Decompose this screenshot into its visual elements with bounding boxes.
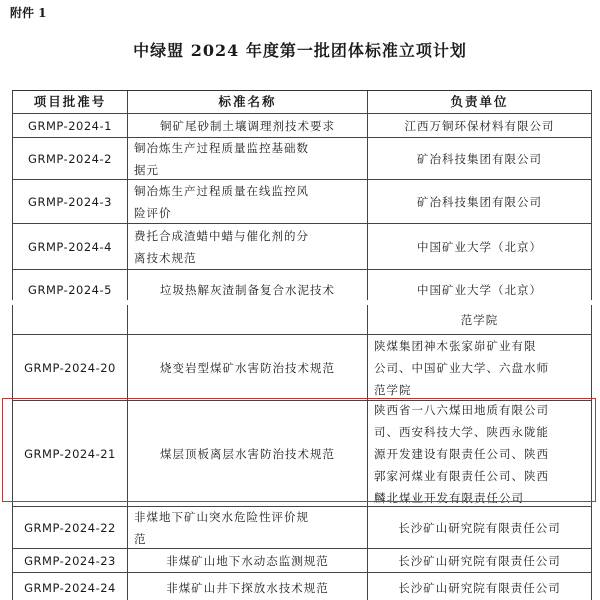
project-id-cell: GRMP-2024-21 [12,401,127,506]
responsible-unit-line: 陕煤集团神木张家峁矿业有限 [374,338,537,353]
header-responsible-unit: 负责单位 [367,91,592,113]
standards-table-bottom [12,305,592,600]
standard-name-line: 非煤地下矿山突水危险性评价规 [134,509,309,524]
standard-name-cell [127,401,367,506]
table-row [12,270,592,300]
responsible-unit-line: 郭家河煤业有限责任公司、陕西 [374,468,549,483]
standard-name-cell [127,507,367,548]
table-row [12,573,592,600]
table-row [12,401,592,507]
standard-name-cell [127,270,367,300]
standard-name-cell [127,305,367,334]
responsible-unit-line: 矿冶科技集团有限公司 [417,194,542,209]
standard-name-line: 非煤矿山井下探放水技术规范 [166,580,329,595]
responsible-unit-line: 江西万铜环保材料有限公司 [404,118,555,133]
document-title: 中绿盟 2024 年度第一批团体标准立项计划 [133,41,467,60]
table-row [12,114,592,138]
responsible-unit-cell [367,573,592,600]
responsible-unit-line: 中国矿业大学（北京） [417,282,542,297]
standard-name-line: 烧变岩型煤矿水害防治技术规范 [160,360,335,375]
standard-name-line: 垃圾热解灰渣制备复合水泥技术 [160,282,335,297]
responsible-unit-line: 中国矿业大学（北京） [417,239,542,254]
responsible-unit-line: 范学院 [374,382,412,397]
project-id-cell: GRMP-2024-3 [12,180,127,223]
table-row [12,549,592,573]
project-id-cell: GRMP-2024-23 [12,549,127,572]
table-header-row [12,90,592,114]
standard-name-line: 险评价 [134,205,172,220]
responsible-unit-cell [367,270,592,300]
attachment-label: 附件 1 [10,6,47,20]
standard-name-cell [127,114,367,137]
project-id-cell: GRMP-2024-20 [12,335,127,400]
responsible-unit-cell [367,114,592,137]
header-project-id: 项目批准号 [12,91,127,113]
header-standard-name: 标准名称 [127,91,367,113]
table-row [12,305,592,335]
standard-name-cell [127,335,367,400]
responsible-unit-cell [367,138,592,179]
responsible-unit-cell [367,507,592,548]
responsible-unit-line: 陕西省一八六煤田地质有限公司 [374,402,549,417]
standard-name-line: 铜冶炼生产过程质量在线监控风 [134,183,309,198]
responsible-unit-line: 长沙矿山研究院有限责任公司 [398,553,561,568]
responsible-unit-cell [367,224,592,269]
responsible-unit-line: 源开发建设有限责任公司、陕西 [374,446,549,461]
standard-name-cell [127,180,367,223]
standard-name-line: 范 [134,531,147,546]
responsible-unit-line: 范学院 [460,312,499,327]
standards-table-top [12,90,592,300]
standard-name-line: 煤层顶板离层水害防治技术规范 [160,446,335,461]
standard-name-cell [127,224,367,269]
responsible-unit-line: 矿冶科技集团有限公司 [417,151,542,166]
table-row [12,335,592,401]
project-id-cell: GRMP-2024-5 [12,270,127,300]
standard-name-line: 非煤矿山地下水动态监测规范 [166,553,329,568]
project-id-cell: GRMP-2024-24 [12,573,127,600]
standard-name-cell [127,138,367,179]
responsible-unit-cell [367,180,592,223]
standard-name-line: 铜矿尾砂制土壤调理剂技术要求 [160,118,335,133]
responsible-unit-line: 长沙矿山研究院有限责任公司 [398,580,561,595]
project-id-cell: GRMP-2024-4 [12,224,127,269]
responsible-unit-line: 长沙矿山研究院有限责任公司 [398,520,561,535]
standard-name-line: 离技术规范 [134,250,197,265]
standard-name-cell [127,549,367,572]
table-row [12,180,592,224]
standard-name-cell [127,573,367,600]
table-row [12,224,592,270]
responsible-unit-cell [367,549,592,572]
responsible-unit-line: 麟北煤业开发有限责任公司 [374,490,524,505]
standard-name-line: 费托合成渣蜡中蜡与催化剂的分 [134,228,309,243]
responsible-unit-line: 司、西安科技大学、陕西永陇能 [374,424,549,439]
project-id-cell: GRMP-2024-1 [12,114,127,137]
responsible-unit-cell [367,305,592,334]
table-row [12,138,592,180]
standard-name-line: 据元 [134,162,159,177]
responsible-unit-cell [367,401,592,506]
project-id-cell: GRMP-2024-2 [12,138,127,179]
project-id-cell [12,305,127,334]
table-row [12,507,592,549]
responsible-unit-line: 公司、中国矿业大学、六盘水师 [374,360,549,375]
standard-name-line: 铜冶炼生产过程质量监控基础数 [134,140,309,155]
responsible-unit-cell [367,335,592,400]
project-id-cell: GRMP-2024-22 [12,507,127,548]
